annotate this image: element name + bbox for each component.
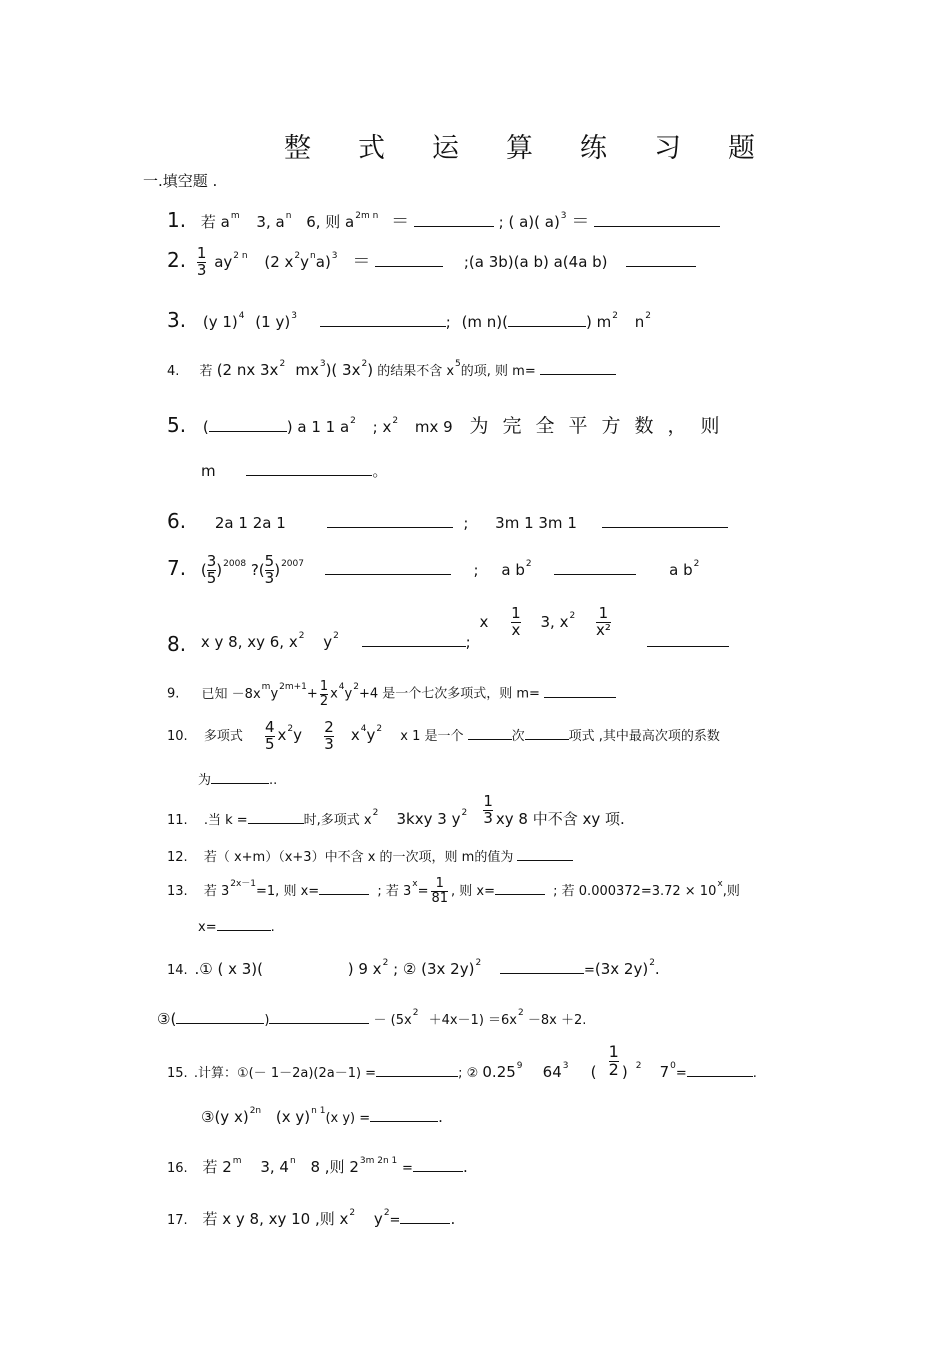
answer-blank[interactable] [544,696,616,698]
q17-text: 若 x y 8, xy 10 ,则 x [202,1210,349,1228]
q3-text: ; [445,313,451,331]
q15-text: 0.25 [482,1062,516,1081]
q4-exp: 2 [361,359,368,369]
q2-text: ay [214,252,233,271]
q14-text: ; ② (3x 2y) [393,960,475,978]
q14-text: ) [264,1013,270,1028]
fraction: $\frac{2}{3}$ [324,718,334,753]
q13-text: x= [198,920,217,935]
q2-text: ;(a 3b)(a b) a(4a b) [463,252,608,271]
q15-text: = [675,1065,687,1081]
q10-text: 为 [198,773,212,788]
q16-text: 8 ,则 2 [310,1158,359,1176]
q13-text: . [270,920,275,935]
q5-exp: 2 [392,416,399,426]
question-4 [167,359,616,379]
answer-blank[interactable] [269,1022,369,1024]
q5-text: mx 9 [414,418,453,436]
q1-text: 3, a [256,213,285,231]
q5-text: ( [202,418,209,436]
question-number: 5. [167,413,187,437]
question-2 [167,246,696,279]
q5-text: ) a 1 1 a [286,418,350,436]
title-char: 习 [654,133,681,164]
q15-text: . [438,1108,443,1126]
answer-blank[interactable] [508,325,586,327]
q7-text: a b [669,560,693,579]
answer-blank[interactable] [211,782,269,784]
q1-text: ; ( a)( a) [498,213,560,231]
q14-text: ) 9 x [347,960,382,978]
q2-text: (2 x [264,252,294,271]
q7-text: a b [501,560,525,579]
fraction: $\frac{5}{3}$ [264,552,275,587]
q1-exp: n [285,211,292,221]
question-11 [167,794,625,827]
q14-text: ＋4x－1) ＝6x [428,1013,517,1028]
q4-text: 若 [199,364,213,379]
answer-blank[interactable] [540,373,616,375]
q3-text: (y 1) [202,313,238,331]
q15-exp: 2n [249,1106,262,1116]
q16-exp: m [232,1156,242,1166]
q2-exp: n [310,250,316,261]
answer-blank[interactable] [325,573,451,575]
question-17 [167,1208,455,1229]
title-char: 算 [506,133,533,164]
question-13-cont [198,920,275,935]
question-13 [167,876,740,906]
page-title [284,126,755,165]
fraction: $\frac{1}{81}$ [431,876,449,906]
answer-blank[interactable] [413,1170,463,1172]
q14-text: = [583,963,595,978]
q11-exp: 2 [372,807,379,818]
answer-blank[interactable] [626,265,696,267]
question-15 [167,1044,757,1079]
q16-text: = [402,1161,413,1176]
q15-exp: 2 [635,1060,642,1071]
q7-exp: 2 [693,558,700,569]
answer-blank[interactable] [554,573,636,575]
fraction: $\frac{1}{x}$ [511,604,521,639]
q10-exp: 2 [376,723,383,734]
answer-blank[interactable] [414,225,494,227]
answer-blank[interactable] [594,225,720,227]
q16-text: . [462,1158,468,1176]
q13-exp: 2x－1 [230,879,257,889]
section-heading: 一.填空题 . [143,172,218,190]
answer-blank[interactable] [209,430,287,432]
q8-text: ; [465,632,471,651]
q6-text: ; [463,514,469,532]
q2-exp: 2 n [233,250,248,261]
q7-exp: 2008 [223,558,247,569]
answer-blank[interactable] [602,526,728,528]
q11-text: 3kxy 3 y [396,809,461,828]
q8-text: 3, x [540,612,569,631]
q10-text: 多项式 [203,728,243,744]
question-number: 8. [167,631,187,656]
question-5-cont [201,460,387,481]
q8-exp: 2 [333,630,339,641]
q1-exp: m [230,211,240,221]
q2-exp: 2 [294,250,301,261]
q15-text: ( [590,1062,597,1081]
q11-text: xy 8 中不含 xy 项. [495,809,625,828]
q15-text: (x y) = [325,1111,371,1126]
q2-text: a) [315,252,331,271]
q8-text: x [479,612,489,631]
fraction: $\frac{1}{2}$ [608,1042,619,1079]
q15-text: 7 [659,1062,670,1081]
q7-exp: 2 [525,558,532,569]
question-number: 16. [167,1161,188,1176]
q3-exp: 3 [291,311,297,321]
q10-exp: 2 [287,723,294,734]
question-number: 6. [167,509,187,533]
question-14-cont [157,1008,586,1028]
q14-text: ③( [157,1010,177,1028]
answer-blank[interactable] [217,929,271,931]
question-9 [167,680,616,708]
q4-text: ) [367,361,374,379]
q5-text: ; x [372,418,392,436]
q13-exp: x [412,879,418,889]
question-10 [167,720,720,753]
question-12 [167,846,573,865]
answer-blank[interactable] [320,325,446,327]
question-number: 17. [167,1213,188,1228]
title-char: 题 [728,133,755,164]
answer-blank[interactable] [176,1022,264,1024]
q14-exp: 2 [412,1008,419,1018]
q14-exp: 2 [382,958,389,968]
q14-exp: 2 [517,1008,524,1018]
title-char: 运 [432,133,459,164]
question-number: 14. [167,963,188,978]
q8-text: y [323,632,333,651]
q15-text: . [752,1065,757,1081]
q14-text: . [654,960,660,978]
fraction: $\frac{1}{\text{x²}}$ [595,604,611,639]
question-number: 3. [167,308,187,332]
answer-blank[interactable] [362,645,466,647]
q5-text: 。 [372,462,388,480]
q3-exp: 2 [645,311,652,321]
q17-exp: 2 [349,1208,356,1218]
question-14 [167,958,660,978]
q13-exp: x [717,879,723,889]
q17-exp: 2 [383,1208,390,1218]
question-15-cont [201,1106,443,1126]
q3-exp: 4 [238,311,245,321]
q9-exp: 2 [353,681,359,692]
q16-exp: 3m 2n 1 [359,1156,398,1166]
q14-text: (3x 2y) [594,960,649,978]
q1-text: ＝ [391,211,410,232]
answer-blank[interactable] [687,1075,753,1077]
q10-exp: 4 [360,723,367,734]
q10-text: x [350,725,360,744]
q6-text: 3m 1 3m 1 [495,514,577,532]
q1-text: 6, 则 a [306,213,355,231]
q4-exp: 3 [319,359,326,369]
q13-text: ; 若 0.000372=3.72 × 10 [553,884,717,899]
fraction: $\frac{1}{3}$ [196,244,207,279]
q17-text: y [373,1210,383,1228]
q7-exp: 2007 [281,558,304,569]
q5-text: 为完全平方数，则 [469,415,734,437]
q14-text: .① ( x 3)( [194,960,263,978]
answer-blank[interactable] [246,474,372,476]
q9-exp: 4 [338,681,345,692]
title-char: 式 [358,133,385,164]
q13-text: ; 若 3 [377,884,412,899]
q2-exp: 3 [331,250,338,261]
answer-blank[interactable] [525,738,569,740]
question-number: 15. [167,1065,188,1081]
q11-text: .当 k = [203,812,248,828]
q15-exp: n 1 [311,1106,326,1116]
q5-text: m [201,462,216,480]
answer-blank[interactable] [375,265,443,267]
q1-text: 若 a [200,213,230,231]
q3-text: ) m [586,313,612,331]
q16-text: 3, 4 [260,1158,289,1176]
q14-exp: 2 [475,958,482,968]
question-number: 12. [167,850,188,865]
q8-exp: 2 [298,630,305,641]
answer-blank[interactable] [376,1075,458,1077]
fraction: $\frac{1}{3}$ [483,792,493,827]
q9-text: + [306,686,318,702]
q14-text: － (5x [373,1013,412,1028]
q11-exp: 2 [461,807,468,818]
question-number: 13. [167,884,188,899]
q15-exp: 9 [516,1060,523,1071]
q16-text: 若 2 [202,1158,232,1176]
q10-text: 次 [511,728,525,744]
q7-text: ? [250,560,259,579]
question-6 [167,509,728,533]
answer-blank[interactable] [495,893,545,895]
question-number: 4. [167,364,180,379]
q9-text: 已知 －8x [201,686,261,702]
q3-text: (m n)( [461,313,509,331]
q10-text: x [277,725,287,744]
fraction: $\frac{1}{2}$ [319,679,329,709]
q12-text: 若（ x+m）（x+3）中不含 x 的一次项，则 m的值为 [203,850,514,865]
q17-text: . [450,1210,456,1228]
q10-text: .. [269,773,278,788]
q15-text: ③(y x) [201,1108,249,1126]
q10-text: x 1 是一个 [400,728,464,744]
question-number: 11. [167,812,188,828]
answer-blank[interactable] [319,893,369,895]
question-number: 2. [167,247,187,272]
q10-text: y [366,725,376,744]
q14-exp: 2 [649,958,655,968]
q4-text: 的项, 则 m= [460,364,536,379]
fraction: $\frac{3}{5}$ [206,552,217,587]
title-char: 练 [580,133,607,164]
q9-text: +4 是一个七次多项式，则 m= [358,686,540,702]
q9-exp: 2m+1 [279,681,307,692]
q5-exp: 2 [350,416,356,426]
q6-text: 2a 1 2a 1 [214,514,286,532]
question-number: 9. [167,686,180,702]
q13-text: 若 3 [203,884,230,899]
answer-blank[interactable] [327,526,453,528]
q14-text: －8x ＋2. [527,1013,587,1028]
answer-blank[interactable] [517,859,573,861]
answer-blank[interactable] [370,1120,438,1122]
q1-text: ＝ [571,211,590,232]
q15-text: ; ② [458,1065,479,1081]
answer-blank[interactable] [400,1222,450,1224]
q15-text: 64 [542,1062,562,1081]
q7-text: ; [473,560,479,579]
question-1 [167,207,720,233]
q10-text: 项式 ,其中最高次项的系数 [568,728,720,744]
q8-text: x y 8, xy 6, x [200,632,298,651]
title-char: 整 [284,133,311,164]
question-5 [167,411,733,438]
question-number: 1. [167,208,187,232]
q4-text: )( 3x [325,361,361,379]
q4-exp: 2 [279,359,286,369]
question-number: 10. [167,728,188,744]
answer-blank[interactable] [248,822,304,824]
q10-text: y [293,725,303,744]
q4-exp: 5 [455,359,461,369]
q15-exp: 0 [670,1060,676,1071]
q4-text: (2 nx 3x [216,361,279,379]
q4-text: mx [295,361,319,379]
q1-exp: 2m n [355,211,379,221]
q13-text: ,则 [722,884,740,899]
fraction: $\frac{4}{5}$ [264,718,275,753]
question-3 [167,308,651,332]
q3-text: n [634,313,645,331]
question-16 [167,1156,468,1177]
q4-text: 的结果不含 x [377,364,455,379]
question-number: 7. [167,555,187,580]
q15-text: ) [621,1062,628,1081]
q16-exp: n [289,1156,296,1166]
q8-exp: 2 [569,610,576,621]
q9-exp: m [261,681,271,692]
q15-text: .计算：①(－ 1－2a)(2a－1) = [193,1065,377,1081]
q13-text: , 则 x= [451,884,495,899]
q3-text: (1 y) [255,313,291,331]
question-10-cont [198,769,277,788]
q2-text: y [300,252,310,271]
q9-text: x [330,686,338,702]
q11-text: 时,多项式 x [303,812,372,828]
question-8 [167,604,729,656]
answer-blank[interactable] [647,645,729,647]
answer-blank[interactable] [468,738,512,740]
q2-text: ＝ [352,250,371,272]
q13-text: = [417,884,429,899]
q15-exp: 3 [562,1060,569,1071]
q15-text: (x y) [275,1108,311,1126]
answer-blank[interactable] [500,972,584,974]
q1-exp: 3 [560,211,567,221]
question-7: 7. ( $\frac{3}{5}$ )$^{2008}$ ?( $\frac{5}{3}$ )$^{2007}$ ; a $b^2$ a $b^2$ [167,552,700,587]
q17-text: = [389,1213,401,1228]
q9-text: y [344,686,353,702]
q13-text: =1, 则 x= [256,884,320,899]
q3-exp: 2 [612,311,618,321]
q9-text: y [270,686,279,702]
